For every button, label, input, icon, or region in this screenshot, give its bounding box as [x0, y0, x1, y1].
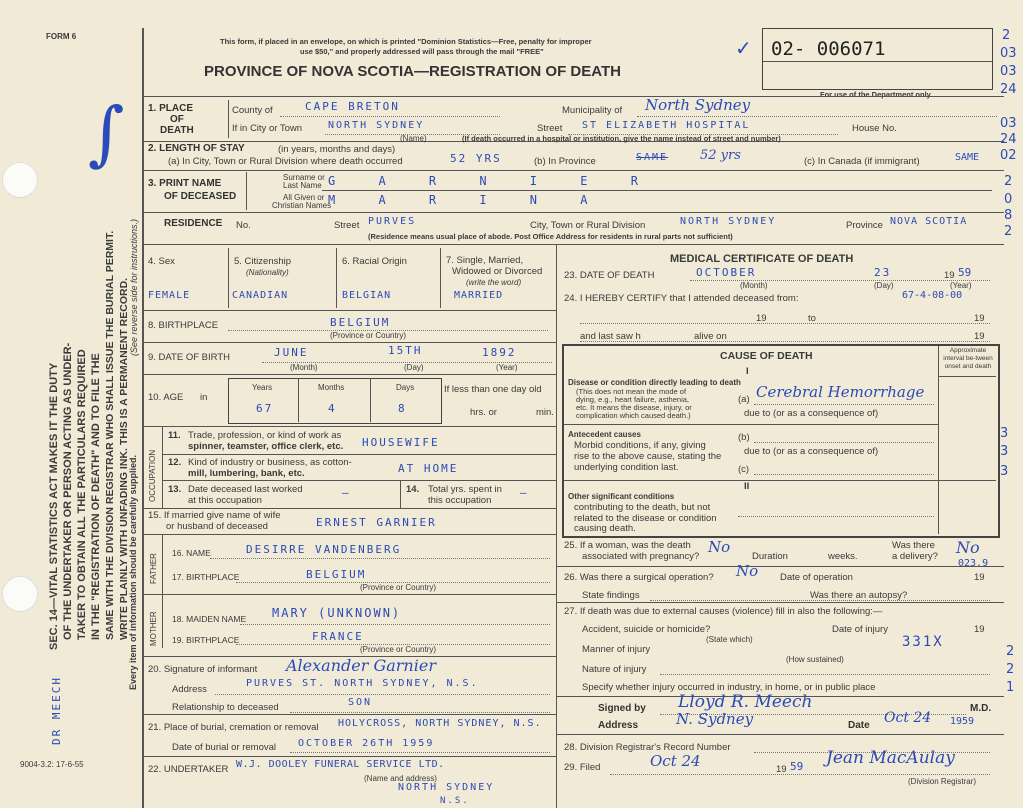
registration-number-box: [762, 28, 993, 90]
father-name-value: DESIRRE VANDENBERG: [246, 543, 402, 556]
state-which-hint: (State which): [706, 635, 753, 644]
occupation-q14-text: Total yrs. spent in: [428, 484, 502, 495]
injury-date-year: 19: [974, 624, 985, 635]
stay-city-label: (a) In City, Town or Rural Division where death occurred: [168, 156, 403, 167]
margin-code: 2: [1002, 28, 1011, 43]
last-saw-label: and last saw h: [580, 331, 641, 342]
pregnancy-value: No: [708, 538, 731, 556]
physician-date: Oct 24: [884, 710, 932, 726]
instruction-line: IN THE "REGISTRATION OF DEATH" AND TO FILE THE: [90, 353, 102, 640]
registration-number: 02- 006071: [771, 38, 886, 60]
due-to-label: due to (or as a consequence of): [744, 408, 879, 419]
given-label: All Given or: [283, 193, 325, 202]
delivery-label: Was there: [892, 540, 935, 551]
age-label: 10. AGE: [148, 392, 184, 403]
mother-side-label: MOTHER: [149, 611, 158, 646]
father-side-label: FATHER: [149, 553, 158, 584]
undertaker-address: NORTH SYDNEY: [398, 782, 495, 793]
occupation-q13-value: —: [342, 486, 351, 499]
residence-province-value: NOVA SCOTIA: [890, 216, 968, 227]
relationship-label: Relationship to deceased: [172, 702, 279, 713]
cause-a-value: Cerebral Hemorrhage: [756, 383, 925, 401]
autopsy-label: Was there an autopsy?: [810, 590, 908, 601]
given-value: M A R I N A: [328, 193, 606, 207]
margin-code: 3: [1000, 426, 1009, 441]
father-birthplace-value: BELGIUM: [306, 568, 367, 581]
alive-on-year: 19: [974, 331, 985, 342]
other-conditions-note-2: related to the disease or condition: [574, 513, 717, 524]
occupation-q11-number: 11.: [168, 430, 181, 441]
name-label-2: OF DECEASED: [164, 191, 237, 202]
occupation-q13-text-2: at this occupation: [188, 495, 262, 506]
mother-name-value: MARY (UNKNOWN): [272, 606, 402, 620]
dob-day: 15TH: [388, 344, 423, 357]
instruction-line: SAME WITH THE DIVISION REGISTRAR WHO SHALL ISSUE THE BURIAL PERMIT.: [104, 230, 116, 640]
undertaker-value: W.J. DOOLEY FUNERAL SERVICE LTD.: [236, 759, 445, 770]
residence-province-label: Province: [846, 220, 883, 231]
reverse-note: (See reverse side for instructions.): [129, 218, 139, 356]
informant-address-label: Address: [172, 684, 207, 695]
attendance-label: 24. I HEREBY CERTIFY that I attended deceased from:: [564, 293, 799, 304]
stay-label: 2. LENGTH OF STAY: [148, 143, 245, 154]
undertaker-label: 22. UNDERTAKER: [148, 764, 229, 775]
attendance-to-label: to: [808, 313, 816, 324]
mother-birthplace-hint: (Province or Country): [360, 645, 437, 654]
interval-header: Approximate interval be-tween onset and death: [943, 347, 993, 370]
findings-label: State findings: [582, 590, 640, 601]
stay-canada-label: (c) In Canada (if immigrant): [804, 156, 920, 167]
occupation-q13-text: Date deceased last worked: [188, 484, 303, 495]
delivery-label-2: a delivery?: [892, 551, 938, 562]
direct-cause-note: (This does not mean the mode of: [576, 387, 687, 396]
birthplace-hint: (Province or Country): [330, 331, 407, 340]
cause-section-one: I: [746, 366, 749, 377]
residence-street-value: PURVES: [368, 216, 417, 227]
accident-label: Accident, suicide or homicide?: [582, 624, 711, 635]
lessday-label: If less than one day old: [444, 384, 542, 395]
envelope-note-2: use $50," and properly addressed will pass through the mail "FREE": [300, 47, 544, 56]
undertaker-address-2: N.S.: [440, 796, 470, 806]
origin-value: BELGIAN: [342, 290, 392, 301]
instruction-line: TAKER TO OBTAIN ALL THE PARTICULARS REQUIRED: [76, 349, 88, 640]
death-year-value: 59: [958, 266, 972, 279]
physician-address: N. Sydney: [676, 710, 754, 728]
undertaker-hint: (Name and address): [364, 774, 437, 783]
sex-value: FEMALE: [148, 290, 191, 301]
name-label: 3. PRINT NAME: [148, 178, 222, 189]
other-conditions-note-3: causing death.: [574, 523, 636, 534]
filed-year-prefix: 19: [776, 764, 787, 775]
citizenship-hint: (Nationality): [246, 268, 289, 277]
municipality-label: Municipality of: [562, 105, 623, 116]
injury-date-label: Date of injury: [832, 624, 888, 635]
death-month-value: OCTOBER: [696, 266, 757, 279]
direct-cause-note-3: etc. It means the disease, injury, or: [576, 403, 692, 412]
attendance-code: 67-4-08-00: [902, 290, 963, 301]
margin-bracket-icon: ∫: [88, 92, 125, 174]
city-label: If in City or Town: [232, 123, 303, 134]
age-years-label: Years: [252, 383, 273, 392]
cause-c-label: (c): [738, 464, 750, 475]
death-year-hint: (Year): [950, 281, 972, 290]
direct-cause-label: Disease or condition directly leading to death: [568, 378, 741, 387]
instruction-line: WRITE PLAINLY WITH UNFADING INK. THIS IS A PERMANENT RECORD.: [118, 277, 130, 640]
death-day-hint: (Day): [874, 281, 894, 290]
signed-by-label: Signed by: [598, 703, 646, 714]
residence-hint: (Residence means usual place of abode. Post Office Address for residents in rural parts not sufficient): [368, 232, 733, 241]
occupation-q12-text: Kind of industry or business, as cotton-: [188, 457, 352, 468]
margin-code: 8: [1004, 208, 1013, 223]
age-days-label: Days: [396, 383, 415, 392]
county-value: CAPE BRETON: [305, 100, 400, 113]
filed-year: 59: [790, 760, 804, 773]
check-mark-icon: ✓: [735, 38, 752, 60]
marital-hint: (write the word): [466, 278, 522, 287]
margin-code: 03: [1000, 116, 1017, 131]
house-label: House No.: [852, 123, 897, 134]
margin-code: 3: [1000, 464, 1009, 479]
margin-code: 02: [1000, 148, 1017, 163]
margin-code: 2: [1004, 224, 1013, 239]
instruction-line: OF THE UNDERTAKER OR PERSON ACTING AS UNDER-: [62, 342, 74, 640]
hrs-label: hrs. or: [470, 407, 497, 418]
occupation-q14-value: —: [520, 486, 529, 499]
city-value: NORTH SYDNEY: [328, 120, 425, 131]
residence-no-label: No.: [236, 220, 251, 231]
dob-month-hint: (Month): [290, 363, 318, 372]
registrar-title: (Division Registrar): [908, 777, 977, 786]
manner-code: 331X: [902, 634, 944, 650]
direct-cause-note-2: dying, e.g., heart failure, asthenia,: [576, 395, 689, 404]
death-year-prefix: 19: [944, 270, 955, 281]
marital-value: MARRIED: [454, 290, 504, 301]
delivery-value: No: [956, 538, 980, 557]
physician-signature: Lloyd R. Meech: [678, 692, 813, 712]
place-label-of: OF: [170, 114, 184, 125]
age-months-label: Months: [318, 383, 345, 392]
alive-on-label: alive on: [694, 331, 727, 342]
residence-city-value: NORTH SYDNEY: [680, 216, 777, 227]
occupation-q13-number: 13.: [168, 484, 182, 495]
stay-city-value: 52 YRS: [450, 152, 502, 165]
stay-hint: (in years, months and days): [278, 144, 396, 155]
informant-address: PURVES ST. NORTH SYDNEY, N.S.: [246, 678, 479, 689]
surgical-value: No: [736, 562, 759, 580]
handwritten-doctor-note: DR MEECH: [50, 676, 63, 745]
direct-cause-note-4: complication which caused death.): [576, 411, 691, 420]
burial-place-value: HOLYCROSS, NORTH SYDNEY, N.S.: [338, 718, 542, 729]
occupation-side-label: OCCUPATION: [148, 449, 157, 502]
min-label: min.: [536, 407, 554, 418]
residence-street-label: Street: [334, 220, 360, 231]
occupation-q12-number: 12.: [168, 457, 182, 468]
occupation-q11-text-2: spinner, teamster, office clerk, etc.: [188, 441, 344, 452]
form-number: FORM 6: [46, 32, 77, 41]
mother-name-label: 18. MAIDEN NAME: [172, 614, 247, 624]
birthplace-label: 8. BIRTHPLACE: [148, 320, 219, 331]
citizenship-value: CANADIAN: [232, 290, 289, 301]
binder-hole-top: [2, 162, 38, 198]
physician-date-label: Date: [848, 720, 870, 731]
nature-label: Nature of injury: [582, 664, 647, 675]
name-hint: (Name): [400, 134, 427, 143]
antecedent-note: Morbid conditions, if any, giving: [574, 440, 706, 451]
occupation-q12-text-2: mill, lumbering, bank, etc.: [188, 468, 305, 479]
surname-label: Surname or: [283, 173, 325, 182]
occupation-q14-number: 14.: [406, 484, 420, 495]
margin-code: 0: [1004, 192, 1013, 207]
origin-label: 6. Racial Origin: [342, 256, 407, 267]
dob-year-hint: (Year): [496, 363, 518, 372]
filed-label: 29. Filed: [564, 762, 601, 773]
duration-label: Duration: [752, 551, 788, 562]
surname-value: G A R N I E R: [328, 174, 656, 188]
attendance-to-year: 19: [974, 313, 985, 324]
attendance-from-year: 19: [756, 313, 767, 324]
margin-code: 24: [1000, 82, 1017, 97]
institution-hint: (If death occurred in a hospital or institution, give the name instead of street and number): [462, 134, 781, 143]
dob-month: JUNE: [274, 346, 309, 359]
margin-code: 2: [1004, 174, 1013, 189]
weeks-label: weeks.: [828, 551, 858, 562]
surname-label-2: Last Name: [283, 181, 322, 190]
specify-label: Specify whether injury occurred in industry, in home, or in public place: [582, 682, 876, 693]
record-number-label: 28. Division Registrar's Record Number: [564, 742, 731, 753]
margin-code: 2: [1006, 644, 1015, 659]
stay-province-label: (b) In Province: [534, 156, 596, 167]
margin-code: 24: [1000, 132, 1017, 147]
burial-place-label: 21. Place of burial, cremation or removal: [148, 722, 319, 733]
spouse-label-2: or husband of deceased: [166, 521, 268, 532]
physician-address-label: Address: [598, 720, 639, 731]
pregnancy-label: 25. If a woman, was the death: [564, 540, 691, 551]
given-label-2: Christian Names: [272, 201, 332, 210]
marital-label-2: Widowed or Divorced: [452, 266, 543, 277]
dob-year: 1892: [482, 346, 517, 359]
street-label: Street: [537, 123, 563, 134]
citizenship-label: 5. Citizenship: [234, 256, 292, 267]
antecedent-label: Antecedent causes: [568, 430, 641, 439]
occupation-q11-value: HOUSEWIFE: [362, 436, 440, 449]
stay-canada-value: SAME: [955, 152, 980, 163]
dob-label: 9. DATE OF BIRTH: [148, 352, 230, 363]
father-name-label: 16. NAME: [172, 548, 211, 558]
burial-date-label: Date of burial or removal: [172, 742, 277, 753]
residence-label: RESIDENCE: [164, 218, 223, 229]
occupation-q11-text: Trade, profession, or kind of work as: [188, 430, 342, 441]
stay-province-struck: SAME: [636, 152, 669, 163]
operation-date-label: Date of operation: [780, 572, 853, 583]
footer-code: 9004-3.2: 17-6-55: [20, 760, 84, 769]
antecedent-note-2: rise to the above cause, stating the: [574, 451, 722, 462]
relationship-value: SON: [348, 697, 373, 708]
md-label: M.D.: [970, 703, 992, 714]
cause-section-two: II: [744, 481, 750, 492]
external-causes-label: 27. If death was due to external causes (violence) fill in also the following:—: [564, 606, 883, 617]
death-month-hint: (Month): [740, 281, 768, 290]
other-conditions-label: Other significant conditions: [568, 492, 675, 501]
age-days-value: 8: [398, 402, 407, 415]
medical-title: MEDICAL CERTIFICATE OF DEATH: [670, 253, 854, 265]
how-sustained-hint: (How sustained): [786, 655, 844, 664]
municipality-value: North Sydney: [645, 96, 751, 114]
father-birthplace-label: 17. BIRTHPLACE: [172, 572, 240, 582]
marital-label: 7. Single, Married,: [446, 255, 524, 266]
spouse-label: 15. If married give name of wife: [148, 510, 281, 521]
cause-b-label: (b): [738, 432, 750, 443]
cause-a-label: (a): [738, 394, 750, 405]
margin-code: 1: [1006, 680, 1015, 695]
physician-date-year: 1959: [950, 716, 975, 727]
other-conditions-note: contributing to the death, but not: [574, 502, 711, 513]
age-years-value: 67: [256, 402, 274, 415]
antecedent-note-3: underlying condition last.: [574, 462, 679, 473]
manner-label: Manner of injury: [582, 644, 651, 655]
page-title: PROVINCE OF NOVA SCOTIA—REGISTRATION OF DEATH: [204, 63, 621, 80]
county-label: County of: [232, 105, 273, 116]
margin-code: 03: [1000, 46, 1017, 61]
age-months-value: 4: [328, 402, 337, 415]
father-birthplace-hint: (Province or Country): [360, 583, 437, 592]
envelope-note: This form, if placed in an envelope, on which is printed "Dominion Statistics—Free, penalty for improper: [220, 37, 592, 46]
death-day-value: 23: [874, 266, 892, 279]
birthplace-value: BELGIUM: [330, 316, 391, 329]
occupation-q14-text-2: this occupation: [428, 495, 492, 506]
pregnancy-label-2: associated with pregnancy?: [582, 551, 700, 562]
street-value: ST ELIZABETH HOSPITAL: [582, 120, 751, 131]
margin-code: 3: [1000, 444, 1009, 459]
filed-date: Oct 24: [650, 752, 701, 770]
burial-date-value: OCTOBER 26TH 1959: [298, 738, 435, 749]
spouse-value: ERNEST GARNIER: [316, 516, 437, 529]
residence-city-label: City, Town or Rural Division: [530, 220, 646, 231]
department-use-note: For use of the Department only: [820, 90, 931, 99]
death-date-label: 23. DATE OF DEATH: [564, 270, 655, 281]
place-label: 1. PLACE: [148, 103, 194, 114]
dob-day-hint: (Day): [404, 363, 424, 372]
mother-birthplace-label: 19. BIRTHPLACE: [172, 635, 240, 645]
surgical-label: 26. Was there a surgical operation?: [564, 572, 714, 583]
stay-province-value: 52 yrs: [700, 148, 741, 163]
supplied-note: Every item of information should be carefully supplied.: [128, 454, 138, 690]
informant-sig-label: 20. Signature of informant: [148, 664, 258, 675]
cause-title: CAUSE OF DEATH: [720, 350, 813, 362]
occupation-q12-value: AT HOME: [398, 462, 459, 475]
operation-date-year: 19: [974, 572, 985, 583]
mother-birthplace-value: FRANCE: [312, 630, 364, 643]
place-label-death: DEATH: [160, 125, 194, 136]
cause-code: 023.9: [958, 558, 989, 569]
informant-signature: Alexander Garnier: [286, 656, 436, 675]
sex-label: 4. Sex: [148, 256, 175, 267]
margin-code: 2: [1006, 662, 1015, 677]
age-in-label: in: [200, 392, 208, 403]
binder-hole-bottom: [2, 576, 38, 612]
margin-code: 03: [1000, 64, 1017, 79]
due-to-label-2: due to (or as a consequence of): [744, 446, 879, 457]
registrar-signature: Jean MacAulay: [826, 748, 955, 768]
instruction-line: SEC. 14—VITAL STATISTICS ACT MAKES IT THE DUTY: [48, 362, 60, 650]
